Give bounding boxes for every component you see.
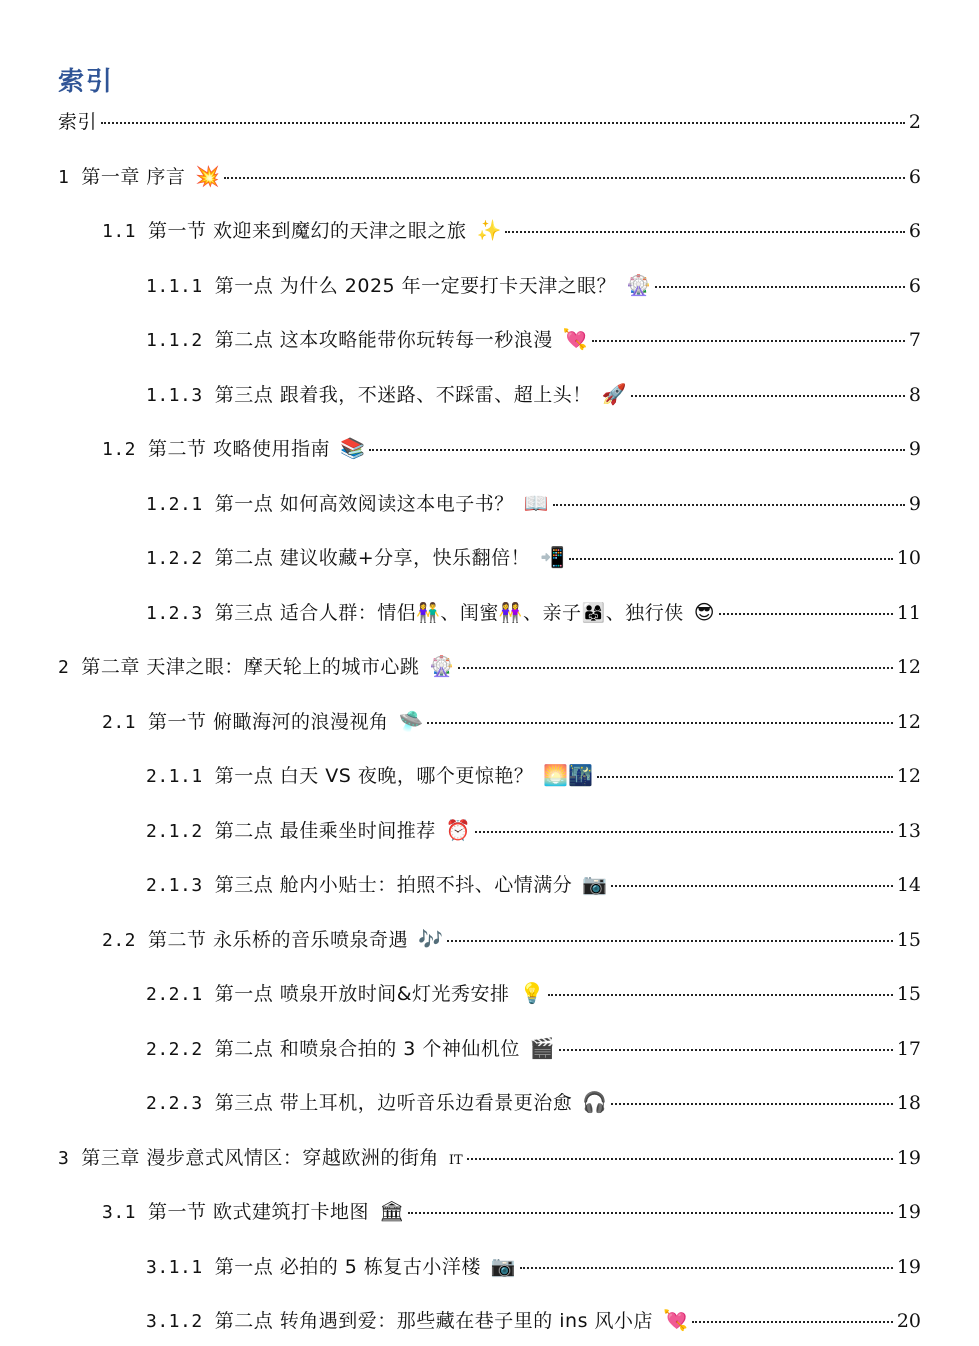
toc-entry-number: 1 xyxy=(58,167,70,188)
toc-entry-title: 索引 xyxy=(58,111,98,133)
toc-page-number: 18 xyxy=(896,1092,921,1114)
toc-entry[interactable] xyxy=(102,216,921,246)
toc-entry-emoji-icon: 💘 xyxy=(663,1308,688,1332)
toc-entry-emoji-icon: 💡 xyxy=(519,981,545,1005)
toc-entry-emoji-icon: 🎬 xyxy=(529,1036,555,1060)
toc-entry-title: 第二点 转角遇到爱：那些藏在巷子里的 ins 风小店 xyxy=(214,1310,654,1332)
toc-entry-emoji-icon: IT xyxy=(448,1153,463,1168)
toc-entry-number: 1.2.3 xyxy=(146,603,203,624)
toc-entry-emoji-icon: 📷 xyxy=(582,872,608,896)
toc-dot-leader xyxy=(597,776,893,778)
toc-dot-leader xyxy=(569,558,893,560)
toc-page-number: 6 xyxy=(908,166,921,188)
toc-dot-leader xyxy=(692,1321,893,1323)
toc-dot-leader xyxy=(467,1158,893,1160)
toc-page-number: 15 xyxy=(896,929,921,951)
toc-entry-title: 第一点 白天 VS 夜晚，哪个更惊艳？ xyxy=(214,765,534,787)
toc-entry-emoji-icon: 💘 xyxy=(562,327,588,351)
toc-entry-emoji-icon: 🛸 xyxy=(398,709,424,733)
toc-entry-number: 1.2.1 xyxy=(146,494,203,515)
toc-entry-emoji-icon: 💥 xyxy=(195,164,221,188)
toc-dot-leader xyxy=(224,177,905,179)
toc-page-number: 7 xyxy=(908,329,921,351)
toc-entry-title: 第二点 最佳乘坐时间推荐 xyxy=(214,820,436,842)
toc-entry-emoji-icon: 🎡 xyxy=(429,654,455,678)
toc-entry[interactable] xyxy=(102,707,921,737)
toc-entry-number: 2.1.3 xyxy=(146,875,203,896)
toc-entry[interactable] xyxy=(58,107,921,137)
toc-entry-title: 第三点 带上耳机，边听音乐边看景更治愈 xyxy=(214,1092,573,1114)
toc-entry[interactable] xyxy=(146,1252,921,1282)
toc-entry[interactable] xyxy=(146,979,921,1009)
toc-entry-number: 2.2.2 xyxy=(146,1039,203,1060)
toc-entry-title: 第一点 喷泉开放时间&灯光秀安排 xyxy=(214,983,510,1005)
toc-entry-number: 2.1.2 xyxy=(146,821,203,842)
toc-page-number: 17 xyxy=(896,1038,921,1060)
toc-dot-leader xyxy=(611,885,893,887)
toc-dot-leader xyxy=(592,340,905,342)
toc-entry-emoji-icon: ⏰ xyxy=(445,818,471,842)
toc-dot-leader xyxy=(447,940,893,942)
toc-entry[interactable] xyxy=(146,598,921,628)
toc-entry[interactable] xyxy=(146,489,921,519)
toc-entry-emoji-icon: 📚 xyxy=(340,436,365,460)
toc-entry-title: 第一节 欢迎来到魔幻的天津之眼之旅 xyxy=(148,220,467,242)
toc-entry-title: 第二章 天津之眼：摩天轮上的城市心跳 xyxy=(81,656,420,678)
toc-entry[interactable] xyxy=(146,325,921,355)
toc-entry-emoji-icon: 😎 xyxy=(693,600,715,624)
toc-entry[interactable] xyxy=(102,925,921,955)
toc-dot-leader xyxy=(719,613,893,615)
toc-entry[interactable] xyxy=(146,761,921,791)
toc-page-number: 19 xyxy=(896,1201,921,1223)
toc-dot-leader xyxy=(408,1212,892,1214)
toc-page-number: 6 xyxy=(908,275,921,297)
toc-entry[interactable] xyxy=(58,162,921,192)
toc-entry-emoji-icon: 📷 xyxy=(490,1254,516,1278)
toc-entry-emoji-icon: 📖 xyxy=(523,491,549,515)
toc-page-number: 12 xyxy=(896,765,921,787)
toc-entry-title: 第二节 永乐桥的音乐喷泉奇遇 xyxy=(148,929,409,951)
toc-entry[interactable] xyxy=(58,652,921,682)
toc-entry-emoji-icon: 🏛 xyxy=(379,1199,405,1223)
toc-entry[interactable] xyxy=(146,271,921,301)
toc-page-number: 8 xyxy=(908,384,921,406)
toc-page-number: 12 xyxy=(896,711,921,733)
toc-entry-title: 第三点 跟着我，不迷路、不踩雷、超上头！ xyxy=(214,384,592,406)
toc-heading: 索引 xyxy=(58,67,115,97)
toc-entry-title: 第一点 必拍的 5 栋复古小洋楼 xyxy=(214,1256,481,1278)
toc-entry-number: 2.1.1 xyxy=(146,766,203,787)
toc-page-number: 2 xyxy=(908,111,921,133)
toc-entry-number: 2.2.3 xyxy=(146,1093,203,1114)
toc-entry[interactable] xyxy=(146,816,921,846)
toc-entry-number: 1.1.3 xyxy=(146,385,203,406)
toc-dot-leader xyxy=(475,831,893,833)
toc-page-number: 19 xyxy=(896,1256,921,1278)
toc-dot-leader xyxy=(369,449,905,451)
toc-entry-number: 1.1.1 xyxy=(146,276,203,297)
toc-page-number: 9 xyxy=(908,493,921,515)
toc-page-number: 12 xyxy=(896,656,921,678)
toc-entry-number: 3 xyxy=(58,1148,70,1169)
toc-entry-number: 1.2 xyxy=(102,439,137,460)
toc-entry-title: 第三章 漫步意式风情区：穿越欧洲的街角 xyxy=(81,1147,439,1169)
toc-dot-leader xyxy=(458,667,893,669)
toc-entry-title: 第三点 适合人群：情侣👫、闺蜜👭、亲子👨‍👩‍👧、独行侠 xyxy=(214,602,684,624)
toc-entry[interactable] xyxy=(58,1143,921,1173)
toc-entry-emoji-icon: 🚀 xyxy=(601,382,627,406)
toc-entry-title: 第二点 建议收藏+分享，快乐翻倍！ xyxy=(214,547,531,569)
toc-entry-emoji-icon: 🎧 xyxy=(582,1090,608,1114)
toc-entry-number: 1.1.2 xyxy=(146,330,203,351)
toc-entry-title: 第二点 和喷泉合拍的 3 个神仙机位 xyxy=(214,1038,520,1060)
toc-entry-title: 第三点 舱内小贴士：拍照不抖、心情满分 xyxy=(214,874,573,896)
toc-entry[interactable] xyxy=(102,434,921,464)
toc-page-number: 14 xyxy=(896,874,921,896)
toc-entry-title: 第二节 攻略使用指南 xyxy=(148,438,331,460)
toc-page-number: 6 xyxy=(908,220,921,242)
toc-entry-emoji-icon: 🎶 xyxy=(418,927,443,951)
toc-dot-leader xyxy=(505,231,904,233)
toc-entry-title: 第一节 欧式建筑打卡地图 xyxy=(148,1201,370,1223)
toc-entry-title: 第一节 俯瞰海河的浪漫视角 xyxy=(148,711,389,733)
toc-page-number: 10 xyxy=(896,547,921,569)
toc-entry-number: 1.1 xyxy=(102,221,137,242)
toc-entry-number: 2.2 xyxy=(102,930,137,951)
toc-entry-emoji-icon: 🎡 xyxy=(626,273,652,297)
toc-dot-leader xyxy=(631,395,905,397)
toc-dot-leader xyxy=(548,994,892,996)
toc-entry-emoji-icon: ✨ xyxy=(476,218,502,242)
toc-entry-number: 3.1.2 xyxy=(146,1311,203,1332)
toc-entry-title: 第二点 这本攻略能带你玩转每一秒浪漫 xyxy=(214,329,553,351)
toc-dot-leader xyxy=(655,286,905,288)
toc-page-number: 13 xyxy=(896,820,921,842)
toc-entry-number: 3.1.1 xyxy=(146,1257,203,1278)
toc-entry[interactable] xyxy=(146,1034,921,1064)
toc-entry-emoji-icon: 📲 xyxy=(540,545,566,569)
toc-page-number: 9 xyxy=(908,438,921,460)
toc-page-number: 11 xyxy=(896,602,921,624)
toc-entry-emoji-icon: 🌅🌃 xyxy=(543,763,594,787)
toc-dot-leader xyxy=(559,1049,893,1051)
toc-entry-title: 第一章 序言 xyxy=(81,166,186,188)
toc-entry[interactable] xyxy=(146,1088,921,1118)
toc-dot-leader xyxy=(427,722,892,724)
toc-entry[interactable] xyxy=(102,1197,921,1227)
toc-page-number: 19 xyxy=(896,1147,921,1169)
toc-entry-number: 2 xyxy=(58,657,70,678)
toc-page-number: 20 xyxy=(896,1310,921,1332)
toc-entry-number: 2.1 xyxy=(102,712,137,733)
toc-page-number: 15 xyxy=(896,983,921,1005)
toc-entry-title: 第一点 如何高效阅读这本电子书？ xyxy=(214,493,514,515)
toc-dot-leader xyxy=(611,1103,893,1105)
toc-entry-title: 第一点 为什么 2025 年一定要打卡天津之眼？ xyxy=(214,275,617,297)
toc-entry-number: 1.2.2 xyxy=(146,548,203,569)
toc-entry-number: 2.2.1 xyxy=(146,984,203,1005)
toc-entry[interactable] xyxy=(146,1306,921,1336)
toc-entry[interactable] xyxy=(146,543,921,573)
toc-entry[interactable] xyxy=(146,380,921,410)
toc-dot-leader xyxy=(520,1267,893,1269)
toc-dot-leader xyxy=(553,504,905,506)
toc-entry-number: 3.1 xyxy=(102,1202,137,1223)
toc-entry[interactable] xyxy=(146,870,921,900)
toc-dot-leader xyxy=(101,122,905,124)
